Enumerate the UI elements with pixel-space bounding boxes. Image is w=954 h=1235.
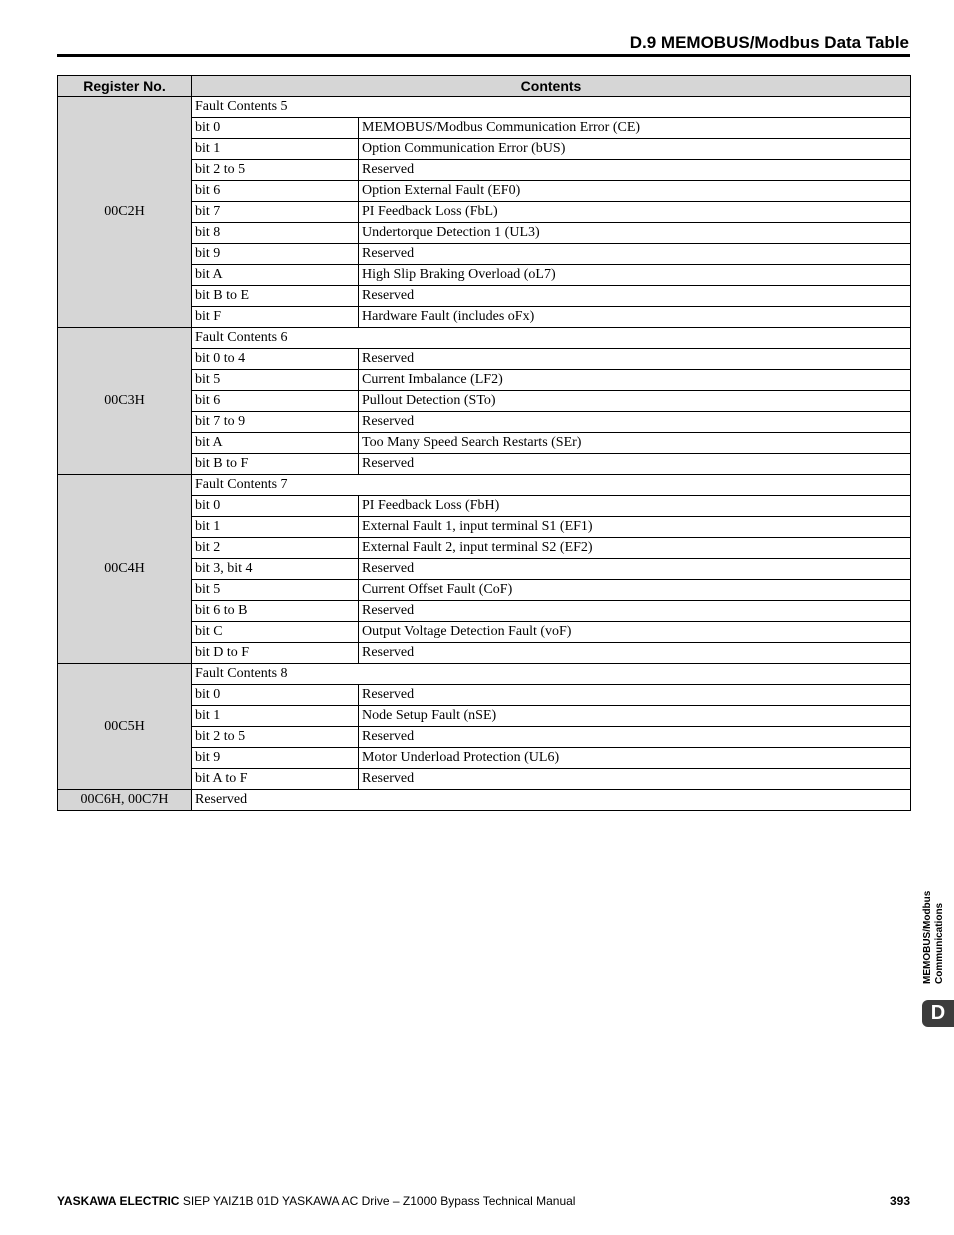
description-cell: Current Offset Fault (CoF): [359, 580, 911, 601]
bit-cell: bit 9: [192, 748, 359, 769]
description-cell: Output Voltage Detection Fault (voF): [359, 622, 911, 643]
appendix-tab: D: [922, 1000, 954, 1027]
description-cell: Reserved: [359, 559, 911, 580]
bit-cell: bit A to F: [192, 769, 359, 790]
description-cell: High Slip Braking Overload (oL7): [359, 265, 911, 286]
bit-cell: bit A: [192, 433, 359, 454]
column-header-contents: Contents: [192, 76, 911, 97]
bit-cell: bit 8: [192, 223, 359, 244]
description-cell: Reserved: [359, 286, 911, 307]
bit-cell: bit 9: [192, 244, 359, 265]
bit-cell: bit 2 to 5: [192, 727, 359, 748]
description-cell: Reserved: [359, 685, 911, 706]
footer-brand: YASKAWA ELECTRIC: [57, 1194, 180, 1208]
register-table: [57, 75, 911, 811]
description-cell: Option Communication Error (bUS): [359, 139, 911, 160]
bit-cell: bit 6 to B: [192, 601, 359, 622]
description-cell: PI Feedback Loss (FbH): [359, 496, 911, 517]
column-header-register: Register No.: [58, 76, 192, 97]
description-cell: Reserved: [359, 769, 911, 790]
register-number-cell: 00C2H: [58, 97, 192, 328]
side-label-line2: Communications: [934, 902, 945, 984]
register-number-cell: 00C5H: [58, 664, 192, 790]
header-rule: [57, 54, 910, 57]
table-header-row: [58, 76, 911, 97]
side-label-line1: MEMOBUS/Modbus: [922, 890, 933, 984]
table-body: [58, 97, 911, 811]
bit-cell: bit 6: [192, 181, 359, 202]
description-cell: MEMOBUS/Modbus Communication Error (CE): [359, 118, 911, 139]
bit-cell: bit 0: [192, 496, 359, 517]
register-number-cell: 00C6H, 00C7H: [58, 790, 192, 811]
description-cell: PI Feedback Loss (FbL): [359, 202, 911, 223]
bit-cell: bit 0 to 4: [192, 349, 359, 370]
description-cell: External Fault 1, input terminal S1 (EF1): [359, 517, 911, 538]
bit-cell: bit 5: [192, 580, 359, 601]
footer-manual-title: SIEP YAIZ1B 01D YASKAWA AC Drive – Z1000 Bypass Technical Manual: [182, 1194, 576, 1208]
table-row: [58, 97, 911, 118]
description-cell: Reserved: [359, 601, 911, 622]
table-row: [58, 664, 911, 685]
bit-cell: bit 1: [192, 139, 359, 160]
fault-contents-title-cell: Fault Contents 5: [192, 97, 911, 118]
description-cell: Too Many Speed Search Restarts (SEr): [359, 433, 911, 454]
footer-manual-info: [57, 1194, 575, 1208]
bit-cell: bit A: [192, 265, 359, 286]
table-row: [58, 328, 911, 349]
fault-contents-title-cell: Fault Contents 6: [192, 328, 911, 349]
bit-cell: bit 0: [192, 118, 359, 139]
description-cell: Node Setup Fault (nSE): [359, 706, 911, 727]
description-cell: External Fault 2, input terminal S2 (EF2): [359, 538, 911, 559]
description-cell: Option External Fault (EF0): [359, 181, 911, 202]
fault-contents-title-cell: Fault Contents 7: [192, 475, 911, 496]
fault-contents-title-cell: Fault Contents 8: [192, 664, 911, 685]
description-cell: Reserved: [359, 454, 911, 475]
description-cell: Reserved: [359, 412, 911, 433]
bit-cell: bit 3, bit 4: [192, 559, 359, 580]
bit-cell: bit B to F: [192, 454, 359, 475]
table-row: [58, 475, 911, 496]
register-number-cell: 00C4H: [58, 475, 192, 664]
description-cell: Current Imbalance (LF2): [359, 370, 911, 391]
bit-cell: bit C: [192, 622, 359, 643]
register-number-cell: 00C3H: [58, 328, 192, 475]
bit-cell: bit 1: [192, 517, 359, 538]
bit-cell: bit B to E: [192, 286, 359, 307]
bit-cell: bit 6: [192, 391, 359, 412]
description-cell: Reserved: [359, 643, 911, 664]
page-footer: [57, 1194, 910, 1208]
description-cell: Reserved: [359, 244, 911, 265]
bit-cell: bit 0: [192, 685, 359, 706]
description-cell: Reserved: [359, 160, 911, 181]
description-cell: Undertorque Detection 1 (UL3): [359, 223, 911, 244]
description-cell: Reserved: [359, 349, 911, 370]
bit-cell: bit 5: [192, 370, 359, 391]
description-cell: Reserved: [192, 790, 911, 811]
bit-cell: bit 7 to 9: [192, 412, 359, 433]
bit-cell: bit 1: [192, 706, 359, 727]
table-row: [58, 790, 911, 811]
section-title: D.9 MEMOBUS/Modbus Data Table: [629, 33, 909, 52]
bit-cell: bit D to F: [192, 643, 359, 664]
bit-cell: bit 7: [192, 202, 359, 223]
description-cell: Reserved: [359, 727, 911, 748]
description-cell: Hardware Fault (includes oFx): [359, 307, 911, 328]
page-number: 393: [889, 1194, 910, 1208]
bit-cell: bit 2: [192, 538, 359, 559]
description-cell: Pullout Detection (STo): [359, 391, 911, 412]
description-cell: Motor Underload Protection (UL6): [359, 748, 911, 769]
side-section-label: [922, 864, 946, 984]
bit-cell: bit F: [192, 307, 359, 328]
bit-cell: bit 2 to 5: [192, 160, 359, 181]
